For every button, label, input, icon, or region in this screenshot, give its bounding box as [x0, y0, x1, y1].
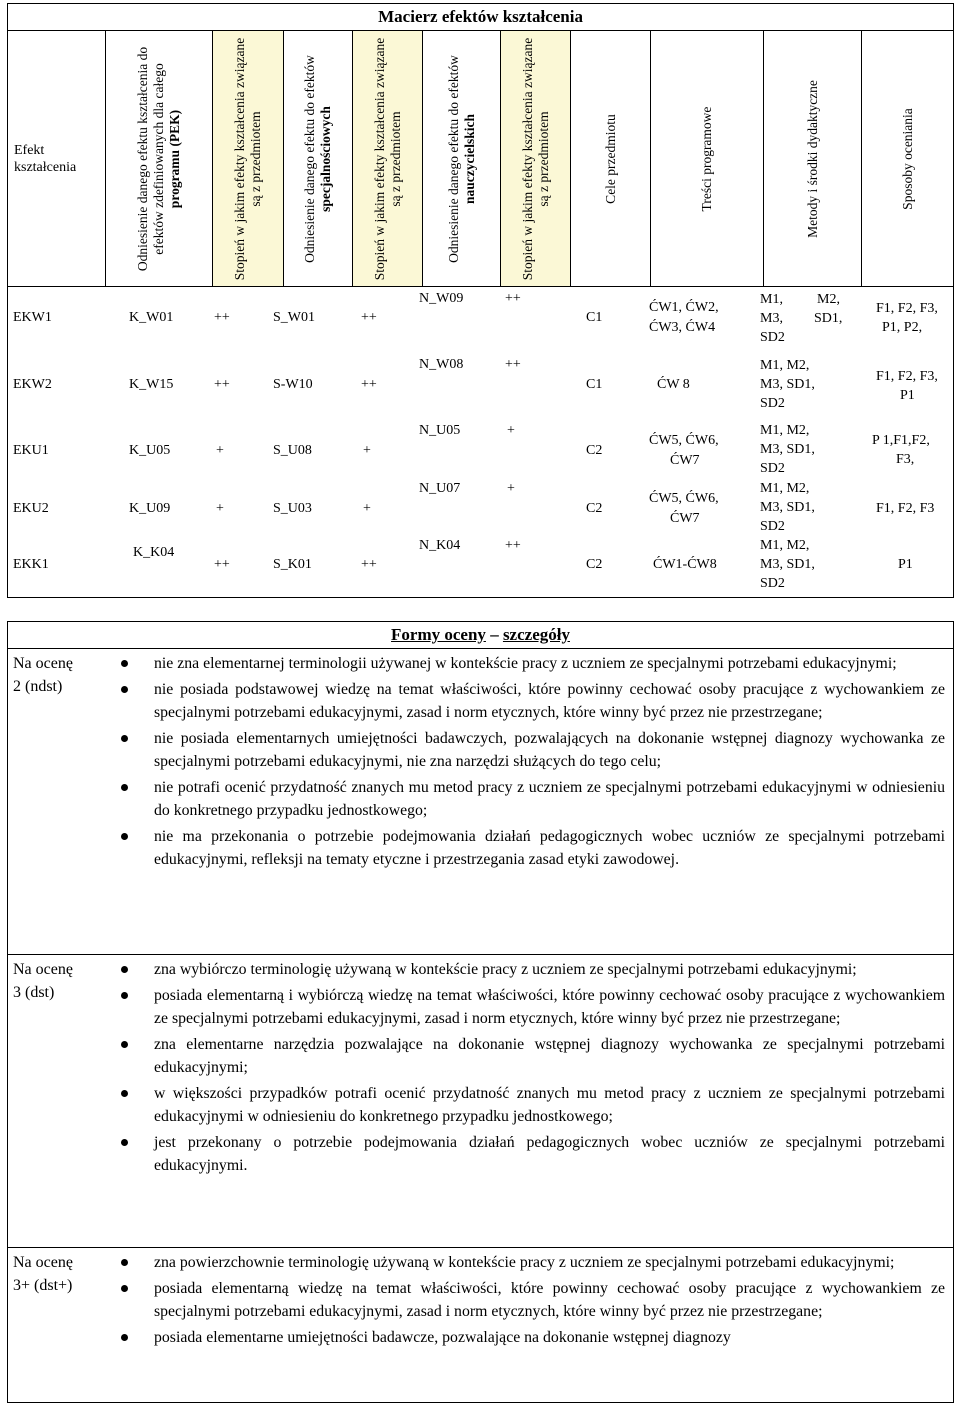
criterion-item — [8, 652, 953, 676]
tresci-line-2: ĆW3, ĆW4 — [649, 320, 716, 335]
header-naucz-part-a: Odniesienie danego efektu do efektów — [445, 54, 461, 263]
pek-code: K_W15 — [129, 377, 174, 392]
cele-code: C2 — [586, 557, 603, 572]
tresci-line-1: ĆW 8 — [657, 377, 690, 392]
criterion-text: w większości przypadków potrafi ocenić przydatność znanych mu metod pracy z uczniem ze specjalnymi potrzebami edukacyjnymi w odniesieniu do konkretnego przypadku jednostkowego; — [154, 1084, 946, 1125]
naucz-code: N_U07 — [419, 481, 461, 496]
bullet-icon — [121, 1334, 128, 1341]
metody-line-3: SD2 — [760, 396, 785, 411]
metody-line-2: M3, SD1, — [760, 500, 815, 515]
sposoby-line-1: P 1,F1,F2, — [872, 433, 930, 448]
spec-code: S_U08 — [273, 443, 312, 458]
forms-title-part-a: Formy oceny — [391, 625, 486, 644]
header-metody: Metody i środki dydaktyczne — [764, 31, 862, 287]
bullet-icon — [121, 784, 128, 791]
grade-label-line-1: Na ocenę — [13, 961, 73, 978]
bullet-icon — [121, 992, 128, 999]
spec-degree: ++ — [361, 310, 377, 325]
spec-degree: + — [363, 501, 371, 516]
cele-code: C2 — [586, 443, 603, 458]
matrix-body — [8, 287, 954, 598]
grade-label-line-2: 3+ (dst+) — [13, 1277, 73, 1294]
tresci-line-1: ĆW1, ĆW2, — [649, 300, 719, 315]
spec-code: S_W01 — [273, 310, 315, 325]
metody-line-3: SD2 — [760, 576, 785, 591]
bullet-icon — [121, 1285, 128, 1292]
naucz-degree: ++ — [505, 291, 521, 306]
criterion-item — [8, 1326, 953, 1350]
criterion-text: nie posiada elementarnych umiejętności badawczych, pozwalających na dokonanie wstępnej diagnozy wychowanka ze specjalnymi potrzebami edukacyjnymi, nie zna narzędzi służących do tego celu; — [154, 729, 946, 770]
efekt-code: EKK1 — [13, 557, 49, 572]
criterion-text: posiada elementarne umiejętności badawcze, pozwalające na dokonanie wstępnej diagnozy — [154, 1328, 731, 1346]
naucz-code: N_W08 — [419, 357, 464, 372]
naucz-code: N_W09 — [419, 291, 464, 306]
grade-label-line-1: Na ocenę — [13, 1254, 73, 1271]
spec-code: S-W10 — [273, 377, 313, 392]
efekt-code: EKU2 — [13, 501, 49, 516]
naucz-code: N_K04 — [419, 538, 461, 553]
spec-degree: ++ — [361, 557, 377, 572]
criterion-item — [8, 727, 953, 774]
metody-line-2: M3, SD1, — [760, 442, 815, 457]
metody-line-2: M3, SD1, — [760, 557, 815, 572]
cele-code: C1 — [586, 310, 603, 325]
criterion-item — [8, 678, 953, 725]
header-spec-part-b: specjalnościowych — [318, 105, 333, 212]
sposoby-line-1: P1 — [898, 557, 913, 572]
criterion-item — [8, 958, 953, 982]
pek-degree: ++ — [214, 557, 230, 572]
pek-code: K_W01 — [129, 310, 174, 325]
cele-code: C2 — [586, 501, 603, 516]
metody-line-1b: M2, — [817, 292, 840, 307]
criterion-text: zna wybiórczo terminologię używaną w kontekście pracy z uczniem ze specjalnymi potrzebami edukacyjnymi; — [154, 961, 857, 978]
header-pek-part-a: Odniesienie danego efektu kształcenia do efektów — [135, 46, 166, 271]
forms-title-dash: – — [485, 625, 503, 644]
grade-section-2 — [8, 649, 954, 955]
header-pek-part-c: programu (PEK) — [167, 109, 182, 208]
criterion-item — [8, 984, 953, 1031]
criterion-item — [8, 1033, 953, 1080]
metody-line-1a: M1, — [760, 292, 783, 307]
cele-code: C1 — [586, 377, 603, 392]
metody-line-2a: M3, — [760, 311, 783, 326]
pek-code: K_K04 — [133, 545, 175, 560]
bullet-icon — [121, 660, 128, 667]
criterion-text: posiada elementarną i wybiórczą wiedzę na temat właściwości, które powinny cechować osoby pracujące z wychowankiem ze specjalnymi potrzebami edukacyjnymi, zasad i norm etycznych, które winny być przez nie przestrzegane; — [154, 986, 946, 1027]
header-cele: Cele przedmiotu — [571, 31, 651, 287]
effects-matrix — [7, 3, 953, 600]
criterion-text: posiada elementarną wiedzę na temat właściwości, które powinny cechować osoby pracujące z wychowankiem ze specjalnymi potrzebami edukacyjnymi, zasad i norm etycznych, które winny być przez nie przestrzegane; — [154, 1279, 946, 1320]
sposoby-line-1: F1, F2, F3, — [876, 369, 938, 384]
criterion-text: nie potrafi ocenić przydatność znanych mu metod pracy z uczniem ze specjalnymi potrzebami edukacyjnymi w odniesieniu do konkretnego przypadku jednostkowego; — [154, 778, 946, 819]
spec-degree: ++ — [361, 377, 377, 392]
header-naucz-part-b: nauczycielskich — [461, 113, 477, 204]
pek-code: K_U05 — [129, 443, 171, 458]
efekt-code: EKW2 — [13, 377, 52, 392]
bullet-icon — [121, 833, 128, 840]
metody-line-1: M1, M2, — [760, 423, 810, 438]
naucz-degree: + — [507, 423, 515, 438]
criterion-item — [8, 1251, 953, 1275]
spec-code: S_K01 — [273, 557, 312, 572]
bullet-icon — [121, 1139, 128, 1146]
bullet-icon — [121, 686, 128, 693]
tresci-line-2: ĆW7 — [670, 453, 700, 468]
efekt-code: EKU1 — [13, 443, 49, 458]
tresci-line-1: ĆW5, ĆW6, — [649, 491, 719, 506]
tresci-line-1: ĆW5, ĆW6, — [649, 433, 719, 448]
bullet-icon — [121, 735, 128, 742]
metody-line-2: M3, SD1, — [760, 377, 815, 392]
criterion-text: nie posiada podstawowej wiedzę na temat właściwości, które powinny cechować osoby pracujące z wychowankiem ze specjalnymi potrzebami edukacyjnymi, zasad i norm etycznych, które winny być przez nie przestrzegane; — [154, 680, 946, 721]
metody-line-1: M1, M2, — [760, 358, 810, 373]
criterion-text: jest przekonany o potrzebie podejmowania działań pedagogicznych wobec uczniów ze specjalnymi potrzebami edukacyjnymi. — [154, 1133, 946, 1174]
header-stopien-1: Stopień w jakim efekty kształcenia związane są z przedmiotem — [213, 31, 284, 287]
header-pek — [106, 31, 213, 287]
naucz-code: N_U05 — [419, 423, 461, 438]
spec-degree: + — [363, 443, 371, 458]
header-naucz — [423, 31, 501, 287]
naucz-degree: ++ — [505, 538, 521, 553]
bullet-icon — [121, 966, 128, 973]
criterion-text: nie ma przekonania o potrzebie podejmowania działań pedagogicznych wobec uczniów ze specjalnymi potrzebami edukacyjnymi, refleksji na tematy etyczne i przestrzegania zasad etyki zawodowej. — [154, 827, 946, 868]
header-efekt: Efekt kształcenia — [8, 31, 106, 287]
metody-line-3: SD2 — [760, 461, 785, 476]
metody-line-1: M1, M2, — [760, 481, 810, 496]
naucz-degree: + — [507, 481, 515, 496]
criterion-item — [8, 1277, 953, 1324]
pek-degree: ++ — [214, 377, 230, 392]
naucz-degree: ++ — [505, 357, 521, 372]
sposoby-line-1: F1, F2, F3 — [876, 501, 935, 516]
pek-degree: ++ — [214, 310, 230, 325]
header-stopien-3: Stopień w jakim efekty kształcenia związane są z przedmiotem — [501, 31, 571, 287]
tresci-line-1: ĆW1-ĆW8 — [653, 557, 717, 572]
metody-line-3: SD2 — [760, 519, 785, 534]
metody-line-1: M1, M2, — [760, 538, 810, 553]
criterion-item — [8, 1082, 953, 1129]
bullet-icon — [121, 1259, 128, 1266]
criterion-item — [8, 776, 953, 823]
pek-code: K_U09 — [129, 501, 171, 516]
sposoby-line-2: P1 — [900, 388, 915, 403]
header-stopien-2: Stopień w jakim efekty kształcenia związane są z przedmiotem — [353, 31, 423, 287]
criterion-text: zna elementarne narzędzia pozwalające na dokonanie wstępnej diagnozy wychowanka ze specjalnymi potrzebami edukacyjnymi; — [154, 1035, 946, 1076]
grade-label-line-2: 2 (ndst) — [13, 678, 63, 695]
grade-label-line-1: Na ocenę — [13, 655, 73, 672]
header-spec-part-a: Odniesienie danego efektu do efektów — [302, 54, 317, 263]
header-pek-part-b: zdefiniowanych dla całego — [151, 62, 166, 208]
grade-label-line-2: 3 (dst) — [13, 984, 55, 1001]
criterion-text: zna powierzchownie terminologię używaną w kontekście pracy z uczniem ze specjalnymi potrzebami edukacyjnymi; — [154, 1254, 895, 1271]
metody-line-3: SD2 — [760, 330, 785, 345]
forms-title-part-b: szczegóły — [502, 625, 570, 644]
sposoby-line-2: F3, — [896, 452, 915, 467]
efekt-code: EKW1 — [13, 310, 52, 325]
criterion-text: nie zna elementarnej terminologii używanej w kontekście pracy z uczniem ze specjalnymi potrzebami edukacyjnymi; — [154, 655, 897, 672]
assessment-forms — [7, 621, 953, 1405]
grade-section-3plus — [8, 1248, 954, 1403]
header-sposoby: Sposoby oceniania — [862, 31, 954, 287]
bullet-icon — [121, 1090, 128, 1097]
criterion-item — [8, 1131, 953, 1178]
tresci-line-2: ĆW7 — [670, 511, 700, 526]
matrix-title: Macierz efektów kształcenia — [8, 4, 954, 31]
criterion-item — [8, 825, 953, 872]
forms-title — [8, 622, 954, 649]
pek-degree: + — [216, 443, 224, 458]
grade-section-3 — [8, 955, 954, 1248]
pek-degree: + — [216, 501, 224, 516]
header-spec — [284, 31, 353, 287]
bullet-icon — [121, 1041, 128, 1048]
metody-line-2b: SD1, — [814, 311, 843, 326]
sposoby-line-2: P1, P2, — [882, 320, 923, 335]
sposoby-line-1: F1, F2, F3, — [876, 301, 938, 316]
spec-code: S_U03 — [273, 501, 312, 516]
header-tresci: Treści programowe — [651, 31, 764, 287]
